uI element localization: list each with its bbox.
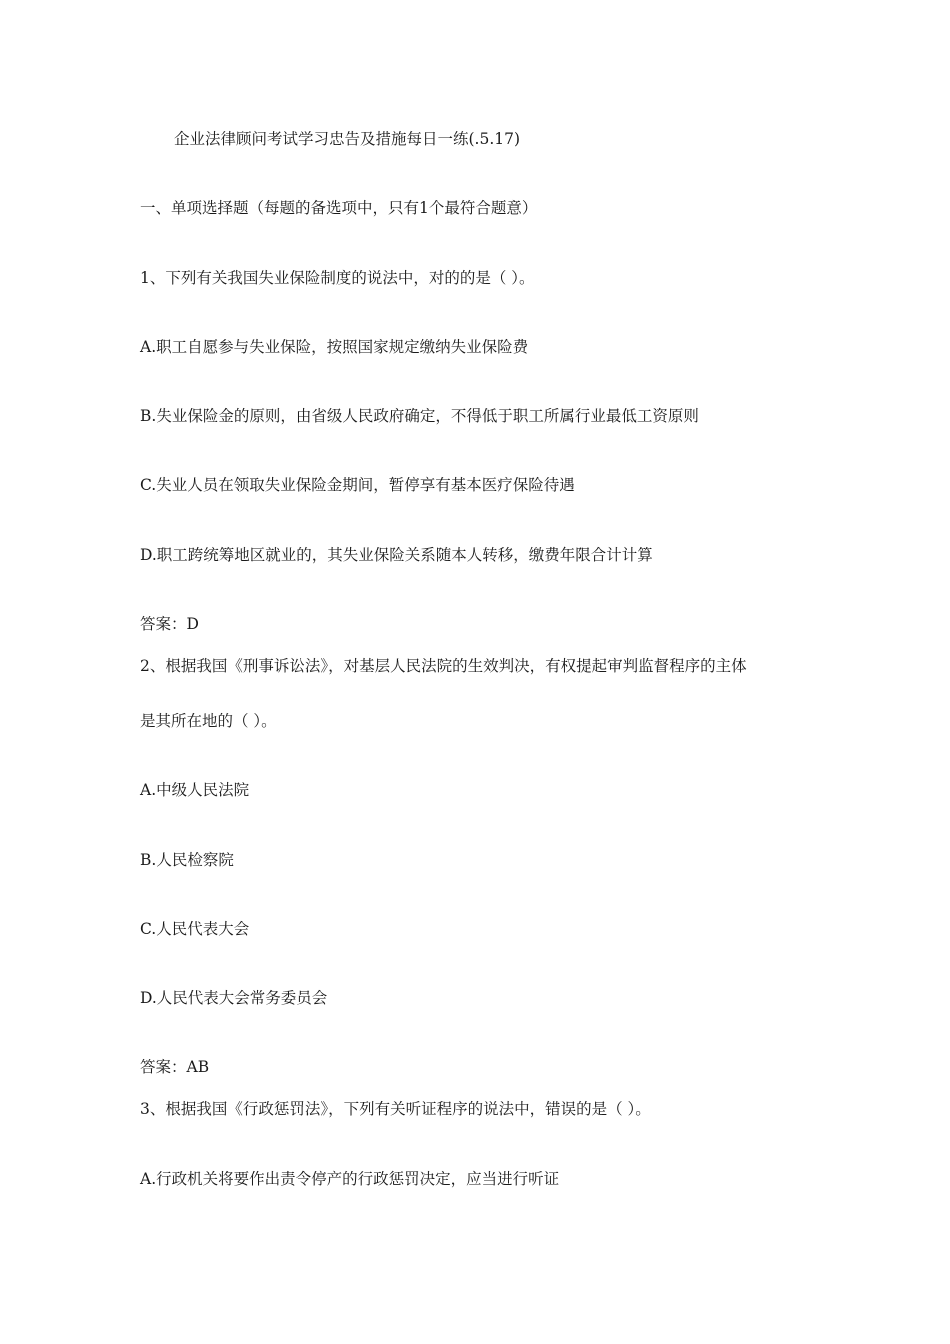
question-1-option-a: A.职工自愿参与失业保险，按照国家规定缴纳失业保险费 <box>140 338 529 356</box>
question-2-option-b: B.人民检察院 <box>140 851 234 869</box>
question-3-stem: 3、根据我国《行政惩罚法》，下列有关听证程序的说法中，错误的是（ ）。 <box>140 1100 651 1118</box>
question-1-option-c: C.失业人员在领取失业保险金期间，暂停享有基本医疗保险待遇 <box>140 476 575 494</box>
question-2-answer: 答案：AB <box>140 1058 210 1076</box>
question-1-answer: 答案：D <box>140 615 199 633</box>
question-2-option-d: D.人民代表大会常务委员会 <box>140 989 328 1007</box>
question-2-stem-line-1: 2、根据我国《刑事诉讼法》，对基层人民法院的生效判决，有权提起审判监督程序的主体 <box>140 657 747 675</box>
question-1-stem: 1、下列有关我国失业保险制度的说法中，对的的是（ ）。 <box>140 269 535 287</box>
document-title: 企业法律顾问考试学习忠告及措施每日一练(.5.17) <box>174 130 521 148</box>
question-2-option-c: C.人民代表大会 <box>140 920 250 938</box>
question-1-option-b: B.失业保险金的原则，由省级人民政府确定，不得低于职工所属行业最低工资原则 <box>140 407 699 425</box>
question-2-option-a: A.中级人民法院 <box>140 781 250 799</box>
question-3-option-a: A.行政机关将要作出责令停产的行政惩罚决定，应当进行听证 <box>140 1170 560 1188</box>
question-2-stem-line-2: 是其所在地的（ ）。 <box>140 712 277 730</box>
section-heading: 一、单项选择题（每题的备选项中，只有1个最符合题意） <box>140 199 538 217</box>
question-1-option-d: D.职工跨统筹地区就业的，其失业保险关系随本人转移，缴费年限合计计算 <box>140 546 653 564</box>
